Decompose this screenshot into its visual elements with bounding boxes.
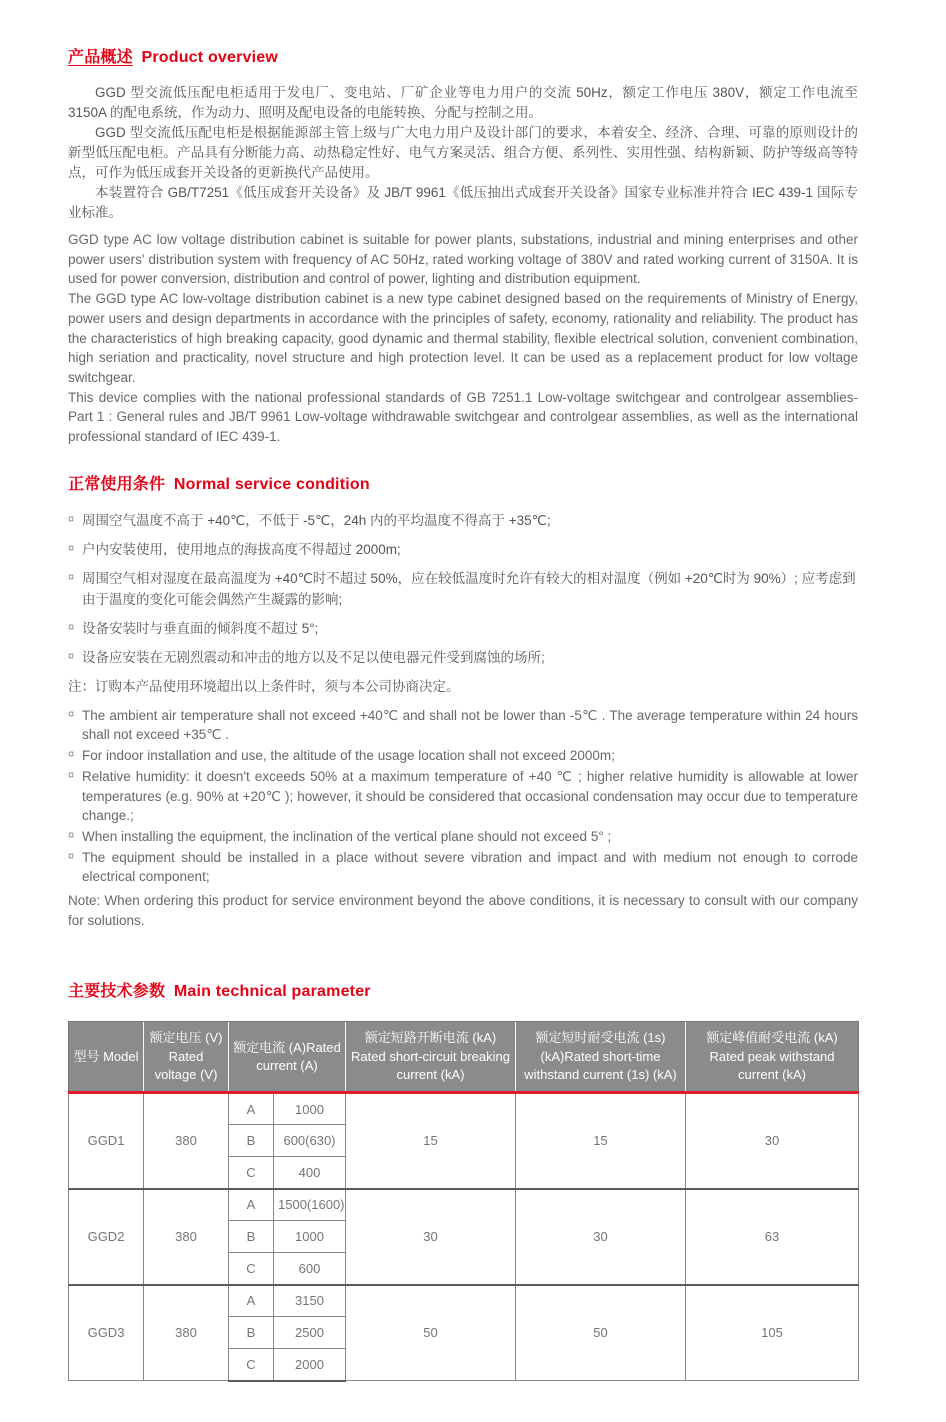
condition-item-zh	[68, 618, 858, 639]
voltage-cell: 380	[144, 1285, 229, 1381]
header-rated-current: 额定电流 (A)Rated current (A)	[229, 1022, 346, 1093]
section-heading-service-condition	[68, 471, 858, 494]
current-value-cell: 600	[274, 1253, 346, 1285]
header-rated-voltage: 额定电压 (V) Rated voltage (V)	[144, 1022, 229, 1093]
current-group-cell: B	[229, 1317, 274, 1349]
condition-item-zh	[68, 568, 858, 610]
breaking-current-cell: 50	[346, 1285, 516, 1381]
overview-en-paragraphs	[68, 230, 858, 447]
table-row	[69, 1093, 859, 1125]
heading-en: Product overview	[141, 49, 279, 66]
condition-item-zh	[68, 539, 858, 560]
section-heading-technical-parameter	[68, 978, 858, 1001]
condition-list-zh	[68, 510, 858, 668]
paragraph-zh: 本装置符合 GB/T7251《低压成套开关设备》及 JB/T 9961《低压抽出式成套开关设备》国家专业标准并符合 IEC 439-1 国际专业标准。	[68, 185, 858, 220]
table-row	[69, 1189, 859, 1221]
condition-item-en	[68, 746, 858, 766]
section-main-technical-parameter	[68, 978, 858, 1381]
current-value-cell: 2500	[274, 1317, 346, 1349]
peak-current-cell: 30	[686, 1093, 859, 1189]
current-value-cell: 2000	[274, 1349, 346, 1381]
paragraph-en: The GGD type AC low-voltage distribution cabinet is a new type cabinet designed based on the requirements of Ministry of Energy, power users and design departments in accordance with the principles of safety, economy, rationality and reliability. The product has the characteristics of high breaking capacity, good dynamic and thermal stability, flexible electrical solution, convenient combination, high seriation and practicality, novel structure and high protection level. It can be used as a replacement product for low voltage switchgear.	[68, 291, 858, 385]
short-time-current-cell: 30	[516, 1189, 686, 1285]
square-bullet-icon: ¤	[68, 708, 75, 721]
current-value-cell: 3150	[274, 1285, 346, 1317]
table-header	[69, 1022, 859, 1093]
current-value-cell: 400	[274, 1157, 346, 1189]
peak-current-cell: 105	[686, 1285, 859, 1381]
table-row	[69, 1285, 859, 1317]
square-bullet-icon: ¤	[68, 748, 75, 761]
square-bullet-icon: ¤	[68, 571, 75, 584]
condition-item-en	[68, 848, 858, 887]
short-time-current-cell: 50	[516, 1285, 686, 1381]
paragraph-en: This device complies with the national professional standards of GB 7251.1 Low-voltage switchgear and controlgear assemblies-Part 1 : General rules and JB/T 9961 Low-voltage withdrawable switchgear and controlgear assemblies, as well as the international professional standard of IEC 439-1.	[68, 389, 858, 445]
note-zh: 注：订购本产品使用环境超出以上条件时，须与本公司协商决定。	[68, 678, 460, 694]
list-item-text: Relative humidity: it doesn't exceeds 50% at a maximum temperature of +40 ℃ ; higher relative humidity is allowable at lower temperatures (e.g. 90% at +20℃ ); however, it should be considered that occasional condensation may occur due to temperature change.;	[82, 768, 858, 824]
current-value-cell: 1000	[274, 1221, 346, 1253]
current-value-cell: 1500(1600)	[274, 1189, 346, 1221]
overview-zh-paragraphs	[68, 83, 858, 223]
header-model: 型号 Model	[69, 1022, 144, 1093]
current-group-cell: C	[229, 1253, 274, 1285]
square-bullet-icon: ¤	[68, 829, 75, 842]
list-item-text: 周围空气温度不高于 +40℃，不低于 -5℃，24h 内的平均温度不得高于 +35℃;	[82, 512, 551, 528]
list-item-text: The ambient air temperature shall not exceed +40℃ and shall not be lower than -5℃ . The average temperature within 24 hours shall not exceed +35℃ .	[82, 707, 858, 743]
section-product-overview	[68, 44, 858, 447]
breaking-current-cell: 30	[346, 1189, 516, 1285]
condition-item-en	[68, 827, 858, 847]
square-bullet-icon: ¤	[68, 769, 75, 782]
square-bullet-icon: ¤	[68, 621, 75, 634]
heading-zh: 产品概述	[68, 49, 133, 66]
current-group-cell: B	[229, 1221, 274, 1253]
current-group-cell: B	[229, 1125, 274, 1157]
current-value-cell: 600(630)	[274, 1125, 346, 1157]
model-cell: GGD1	[69, 1093, 144, 1189]
header-peak-current: 额定峰值耐受电流 (kA) Rated peak withstand current (kA)	[686, 1022, 859, 1093]
header-breaking-current: 额定短路开断电流 (kA) Rated short-circuit breaking current (kA)	[346, 1022, 516, 1093]
table-body	[69, 1093, 859, 1381]
header-short-time-current: 额定短时耐受电流 (1s) (kA)Rated short-time withstand current (1s) (kA)	[516, 1022, 686, 1093]
list-item-text: For indoor installation and use, the altitude of the usage location shall not exceed 2000m;	[82, 748, 615, 764]
list-item-text: 设备应安装在无剧烈震动和冲击的地方以及不足以使电器元件受到腐蚀的场所;	[82, 649, 545, 665]
list-item-text: The equipment should be installed in a place without severe vibration and impact and with medium not enough to corrode electrical component;	[82, 849, 858, 885]
voltage-cell: 380	[144, 1189, 229, 1285]
breaking-current-cell: 15	[346, 1093, 516, 1189]
square-bullet-icon: ¤	[68, 513, 75, 526]
list-item-text: When installing the equipment, the inclination of the vertical plane should not exceed 5° ;	[82, 828, 612, 844]
current-group-cell: C	[229, 1349, 274, 1381]
technical-parameter-table	[68, 1021, 859, 1381]
list-item-text: 户内安装使用，使用地点的海拔高度不得超过 2000m;	[82, 541, 401, 557]
list-item-text: 设备安装时与垂直面的倾斜度不超过 5°;	[82, 620, 319, 636]
peak-current-cell: 63	[686, 1189, 859, 1285]
heading-zh: 主要技术参数	[68, 983, 166, 1001]
model-cell: GGD3	[69, 1285, 144, 1381]
condition-item-zh	[68, 647, 858, 668]
section-normal-service-condition	[68, 471, 858, 931]
section-heading-product-overview	[68, 44, 858, 67]
paragraph-zh: GGD 型交流低压配电柜是根据能源部主管上级与广大电力用户及设计部门的要求，本着安全、经济、合理、可靠的原则设计的新型低压配电柜。产品具有分断能力高、动热稳定性好、电气方案灵活、组合方便、系列性、实用性强、结构新颖、防护等级高等特点，可作为低压成套开关设备的更新换代产品使用。	[68, 125, 858, 180]
heading-en: Main technical parameter	[173, 983, 371, 1001]
paragraph-en: GGD type AC low voltage distribution cabinet is suitable for power plants, substations, industrial and mining enterprises and other power users' distribution system with frequency of AC 50Hz, rated working voltage of 380V and rated working current of 3150A. It is used for power conversion, distribution and control of power, lighting and distribution equipment.	[68, 232, 858, 287]
current-group-cell: C	[229, 1157, 274, 1189]
square-bullet-icon: ¤	[68, 542, 75, 555]
current-group-cell: A	[229, 1189, 274, 1221]
short-time-current-cell: 15	[516, 1093, 686, 1189]
list-item-text: 周围空气相对湿度在最高温度为 +40℃时不超过 50%，应在较低温度时允许有较大的相对温度（例如 +20℃时为 90%）; 应考虑到由于温度的变化可能会偶然产生凝露的影响;	[82, 570, 856, 607]
heading-zh: 正常使用条件	[68, 475, 166, 493]
current-group-cell: A	[229, 1285, 274, 1317]
current-group-cell: A	[229, 1093, 274, 1125]
condition-item-en	[68, 706, 858, 745]
current-value-cell: 1000	[274, 1093, 346, 1125]
voltage-cell: 380	[144, 1093, 229, 1189]
square-bullet-icon: ¤	[68, 850, 75, 863]
note-en: Note: When ordering this product for service environment beyond the above conditions, it is necessary to consult with our company for solutions.	[68, 893, 858, 928]
paragraph-zh: GGD 型交流低压配电柜适用于发电厂、变电站、厂矿企业等电力用户的交流 50Hz，额定工作电压 380V，额定工作电流至 3150A 的配电系统，作为动力、照明及配电设备的电能转换、分配与控制之用。	[68, 85, 858, 120]
heading-en: Normal service condition	[173, 475, 370, 493]
model-cell: GGD2	[69, 1189, 144, 1285]
condition-item-zh	[68, 510, 858, 531]
condition-list-en	[68, 706, 858, 887]
square-bullet-icon: ¤	[68, 650, 75, 663]
condition-item-en	[68, 767, 858, 826]
